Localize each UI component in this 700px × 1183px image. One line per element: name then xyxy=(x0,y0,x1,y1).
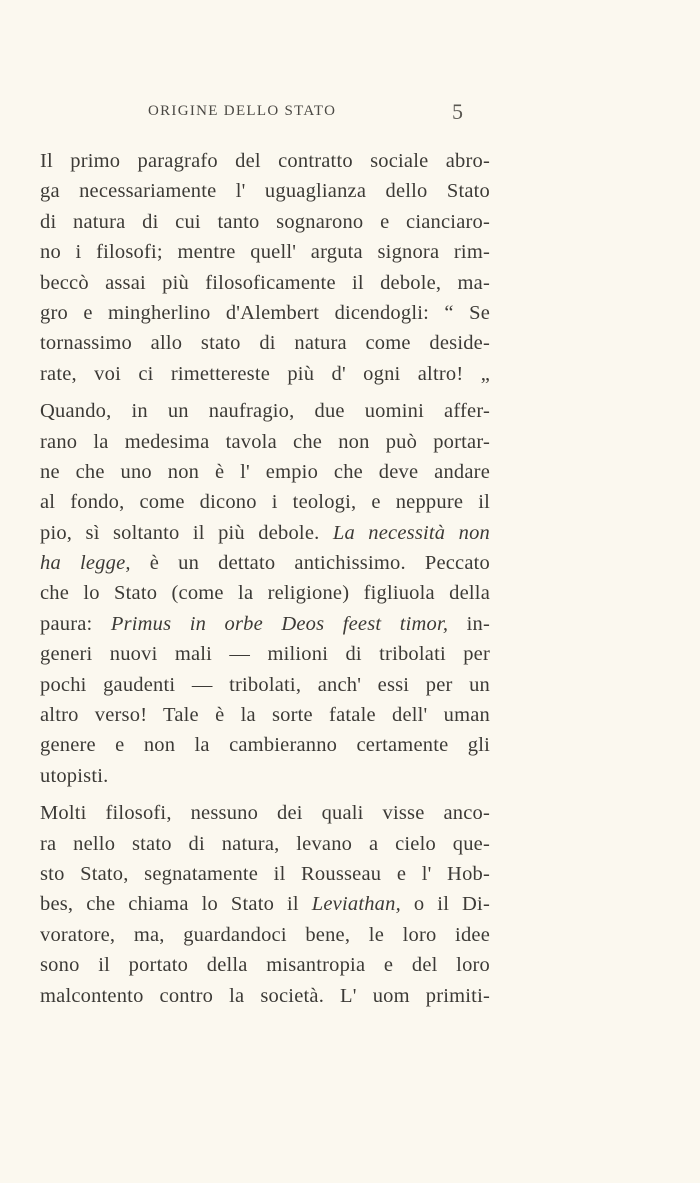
text-line: pio, sì soltanto il più debole. La necessità non xyxy=(40,521,490,544)
italic-phrase: La necessità non xyxy=(332,521,490,544)
text-line: Il primo paragrafo del contratto sociale abro- xyxy=(40,150,490,172)
text-line: paura: Primus in orbe Deos feest timor, in- xyxy=(40,612,490,635)
text-line: sto Stato, segnatamente il Rousseau e l' Hob- xyxy=(40,862,490,885)
latin-quote: Primus in orbe Deos feest timor, xyxy=(110,612,449,635)
page-number: 5 xyxy=(452,99,463,124)
text-line: altro verso! Tale è la sorte fatale dell' uman xyxy=(40,704,490,727)
text-line: al fondo, come dicono i teologi, e neppure il xyxy=(40,491,490,514)
text-line: che lo Stato (come la religione) figliuola della xyxy=(40,582,490,605)
text-line: rano la medesima tavola che non può portar- xyxy=(40,430,490,453)
italic-phrase: ha legge, xyxy=(40,552,131,575)
text-line: Quando, in un naufragio, due uomini affer- xyxy=(40,400,490,423)
text-line: utopisti. xyxy=(40,764,109,787)
text-line: gro e mingherlino d'Alembert dicendogli: “ Se xyxy=(40,301,490,324)
text-line: di natura di cui tanto sognarono e cianciaro- xyxy=(40,210,490,233)
paragraph xyxy=(40,146,490,389)
text-line: Molti filosofi, nessuno dei quali visse anco- xyxy=(40,802,490,825)
paragraph xyxy=(40,798,490,1011)
text-line: ra nello stato di natura, levano a cielo que- xyxy=(40,832,490,855)
running-head xyxy=(148,99,463,125)
text-line: tornassimo allo stato di natura come deside- xyxy=(40,332,490,355)
paragraph xyxy=(40,396,490,791)
italic-phrase: Leviathan, xyxy=(311,893,401,916)
text-line: no i filosofi; mentre quell' arguta signora rim- xyxy=(40,241,490,264)
running-title: ORIGINE DELLO STATO xyxy=(148,103,337,119)
text-line: rate, voi ci rimettereste più d' ogni altro! „ xyxy=(40,362,490,385)
text-line: ne che uno non è l' empio che deve andare xyxy=(40,460,490,483)
text-line: generi nuovi mali — milioni di tribolati per xyxy=(40,643,490,666)
text-line: ha legge, è un dettato antichissimo. Peccato xyxy=(40,552,490,575)
text-line: sono il portato della misantropia e del loro xyxy=(40,954,490,977)
body-text xyxy=(40,146,490,1011)
text-line: ga necessariamente l' uguaglianza dello Stato xyxy=(40,180,490,203)
text-line: genere e non la cambieranno certamente gli xyxy=(40,734,490,757)
text-line: voratore, ma, guardandoci bene, le loro idee xyxy=(40,923,490,946)
text-line: beccò assai più filosoficamente il debole, ma- xyxy=(40,271,490,294)
text-line: pochi gaudenti — tribolati, anch' essi per un xyxy=(40,673,490,696)
text-line: bes, che chiama lo Stato il Leviathan, o il Di- xyxy=(40,893,490,916)
text-line: malcontento contro la società. L' uom primiti- xyxy=(40,984,490,1007)
